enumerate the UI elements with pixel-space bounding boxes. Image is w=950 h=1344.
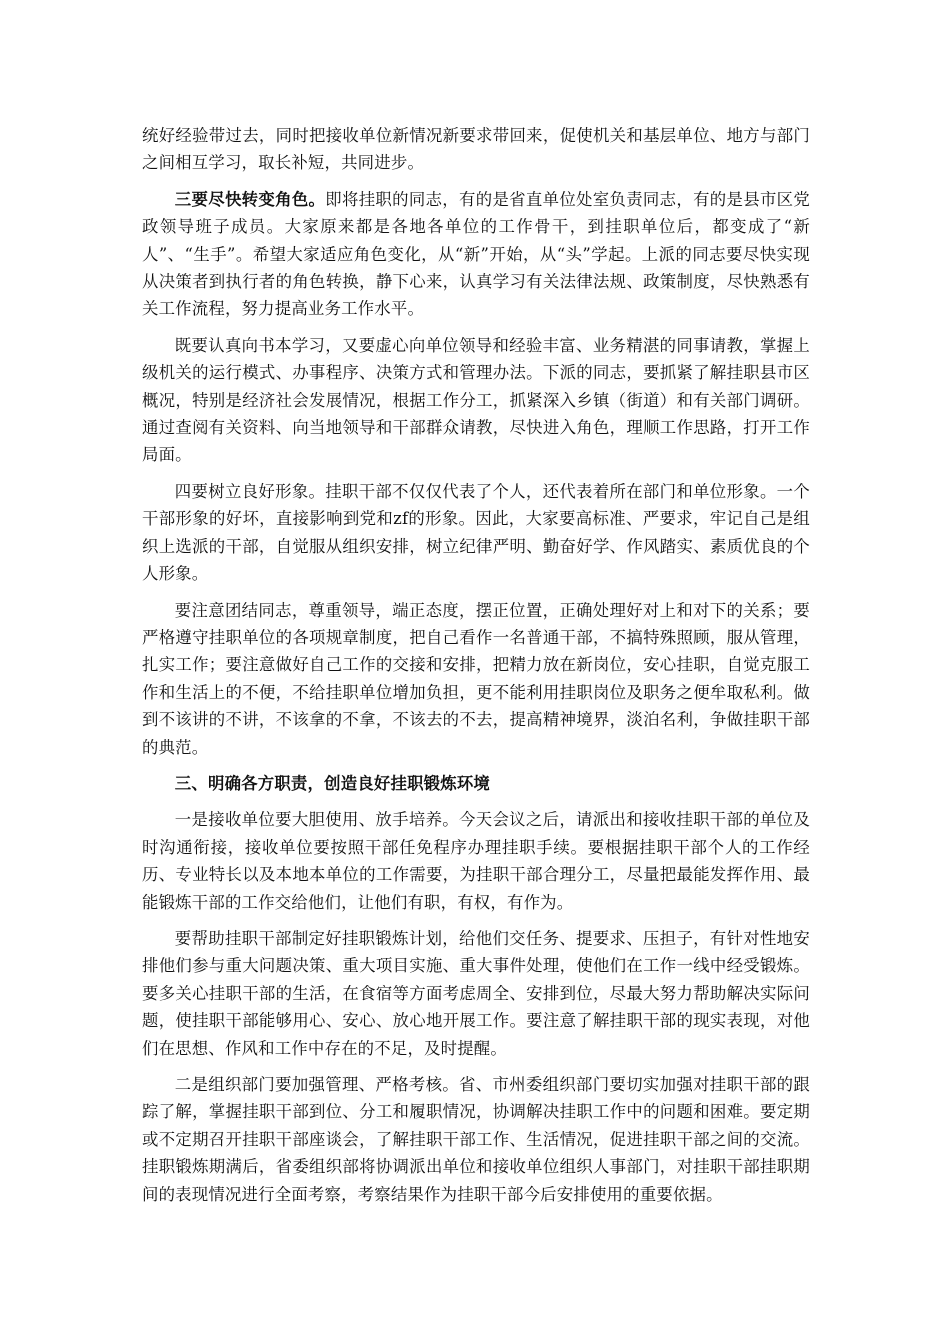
- paragraph-lead-text: 即将挂职的同志，有的是省直单位处室负责同志，有的是县市区党政领导班子成员。大家原来都是各地各单位的工作骨干，到挂职单位后，都变成了“新人”、“生手”。希望大家适应角色变化，从“新”开始，从“头”学起。上派的同志要尽快实现从决策者到执行者的角色转换，静下心来，认真学习有关法律法规、政策制度，尽快熟悉有关工作流程，努力提高业务工作水平。: [142, 189, 810, 319]
- section-heading: 三、明确各方职责，创造良好挂职锻炼环境: [174, 773, 491, 793]
- paragraph-training-plan: 要帮助挂职干部制定好挂职锻炼计划，给他们交任务、提要求、压担子，有针对性地安排他们参与重大问题决策、重大项目实施、重大事件处理，使他们在工作一线中经受锻炼。要多关心挂职干部的生活，在食宿等方面考虑周全、安排到位，尽最大努力帮助解决实际问题，使挂职干部能够用心、安心、放心地开展工作。要注意了解挂职干部的现实表现，对他们在思想、作风和工作中存在的不足，及时提醒。: [142, 928, 810, 1058]
- document-page: [142, 122, 810, 1217]
- paragraph-unity: 要注意团结同志，尊重领导，端正态度，摆正位置，正确处理好对上和对下的关系；要严格遵守挂职单位的各项规章制度，把自己看作一名普通干部，不搞特殊照顾，服从管理，扎实工作；要注意做好自己工作的交接和安排，把精力放在新岗位，安心挂职，自觉克服工作和生活上的不便，不给挂职单位增加负担，更不能利用挂职岗位及职务之便牟取私利。做到不该讲的不讲，不该拿的不拿，不该去的不去，提高精神境界，淡泊名利，争做挂职干部的典范。: [142, 600, 810, 757]
- paragraph-study: 既要认真向书本学习，又要虚心向单位领导和经验丰富、业务精湛的同事请教，掌握上级机关的运行模式、办事程序、决策方式和管理办法。下派的同志，要抓紧了解挂职县市区概况，特别是经济社会发展情况，根据工作分工，抓紧深入乡镇（街道）和有关部门调研。通过查阅有关资料、向当地领导和干部群众请教，尽快进入角色，理顺工作思路，打开工作局面。: [142, 335, 810, 465]
- paragraph-organization-dept: 二是组织部门要加强管理、严格考核。省、市州委组织部门要切实加强对挂职干部的跟踪了解，掌握挂职干部到位、分工和履职情况，协调解决挂职工作中的问题和困难。要定期或不定期召开挂职干部座谈会，了解挂职干部工作、生活情况，促进挂职干部之间的交流。挂职锻炼期满后，省委组织部将协调派出单位和接收单位组织人事部门，对挂职干部挂职期间的表现情况进行全面考察，考察结果作为挂职干部今后安排使用的重要依据。: [142, 1075, 810, 1204]
- paragraph-change-role: [142, 186, 810, 323]
- paragraph-image: 四要树立良好形象。挂职干部不仅仅代表了个人，还代表着所在部门和单位形象。一个干部形象的好坏，直接影响到党和zf的形象。因此，大家要高标准、严要求，牢记自己是组织上选派的干部，自觉服从组织安排，树立纪律严明、勤奋好学、作风踏实、素质优良的个人形象。: [142, 481, 810, 584]
- paragraph-lead-bold: 三要尽快转变角色。: [174, 189, 326, 209]
- paragraph-continued: 统好经验带过去，同时把接收单位新情况新要求带回来，促使机关和基层单位、地方与部门之间相互学习，取长补短，共同进步。: [142, 126, 810, 173]
- paragraph-receiving-unit: 一是接收单位要大胆使用、放手培养。今天会议之后，请派出和接收挂职干部的单位及时沟通衔接，接收单位要按照干部任免程序办理挂职手续。要根据挂职干部个人的工作经历、专业特长以及本地本单位的工作需要，为挂职干部合理分工，尽量把最能发挥作用、最能锻炼干部的工作交给他们，让他们有职，有权，有作为。: [142, 810, 810, 912]
